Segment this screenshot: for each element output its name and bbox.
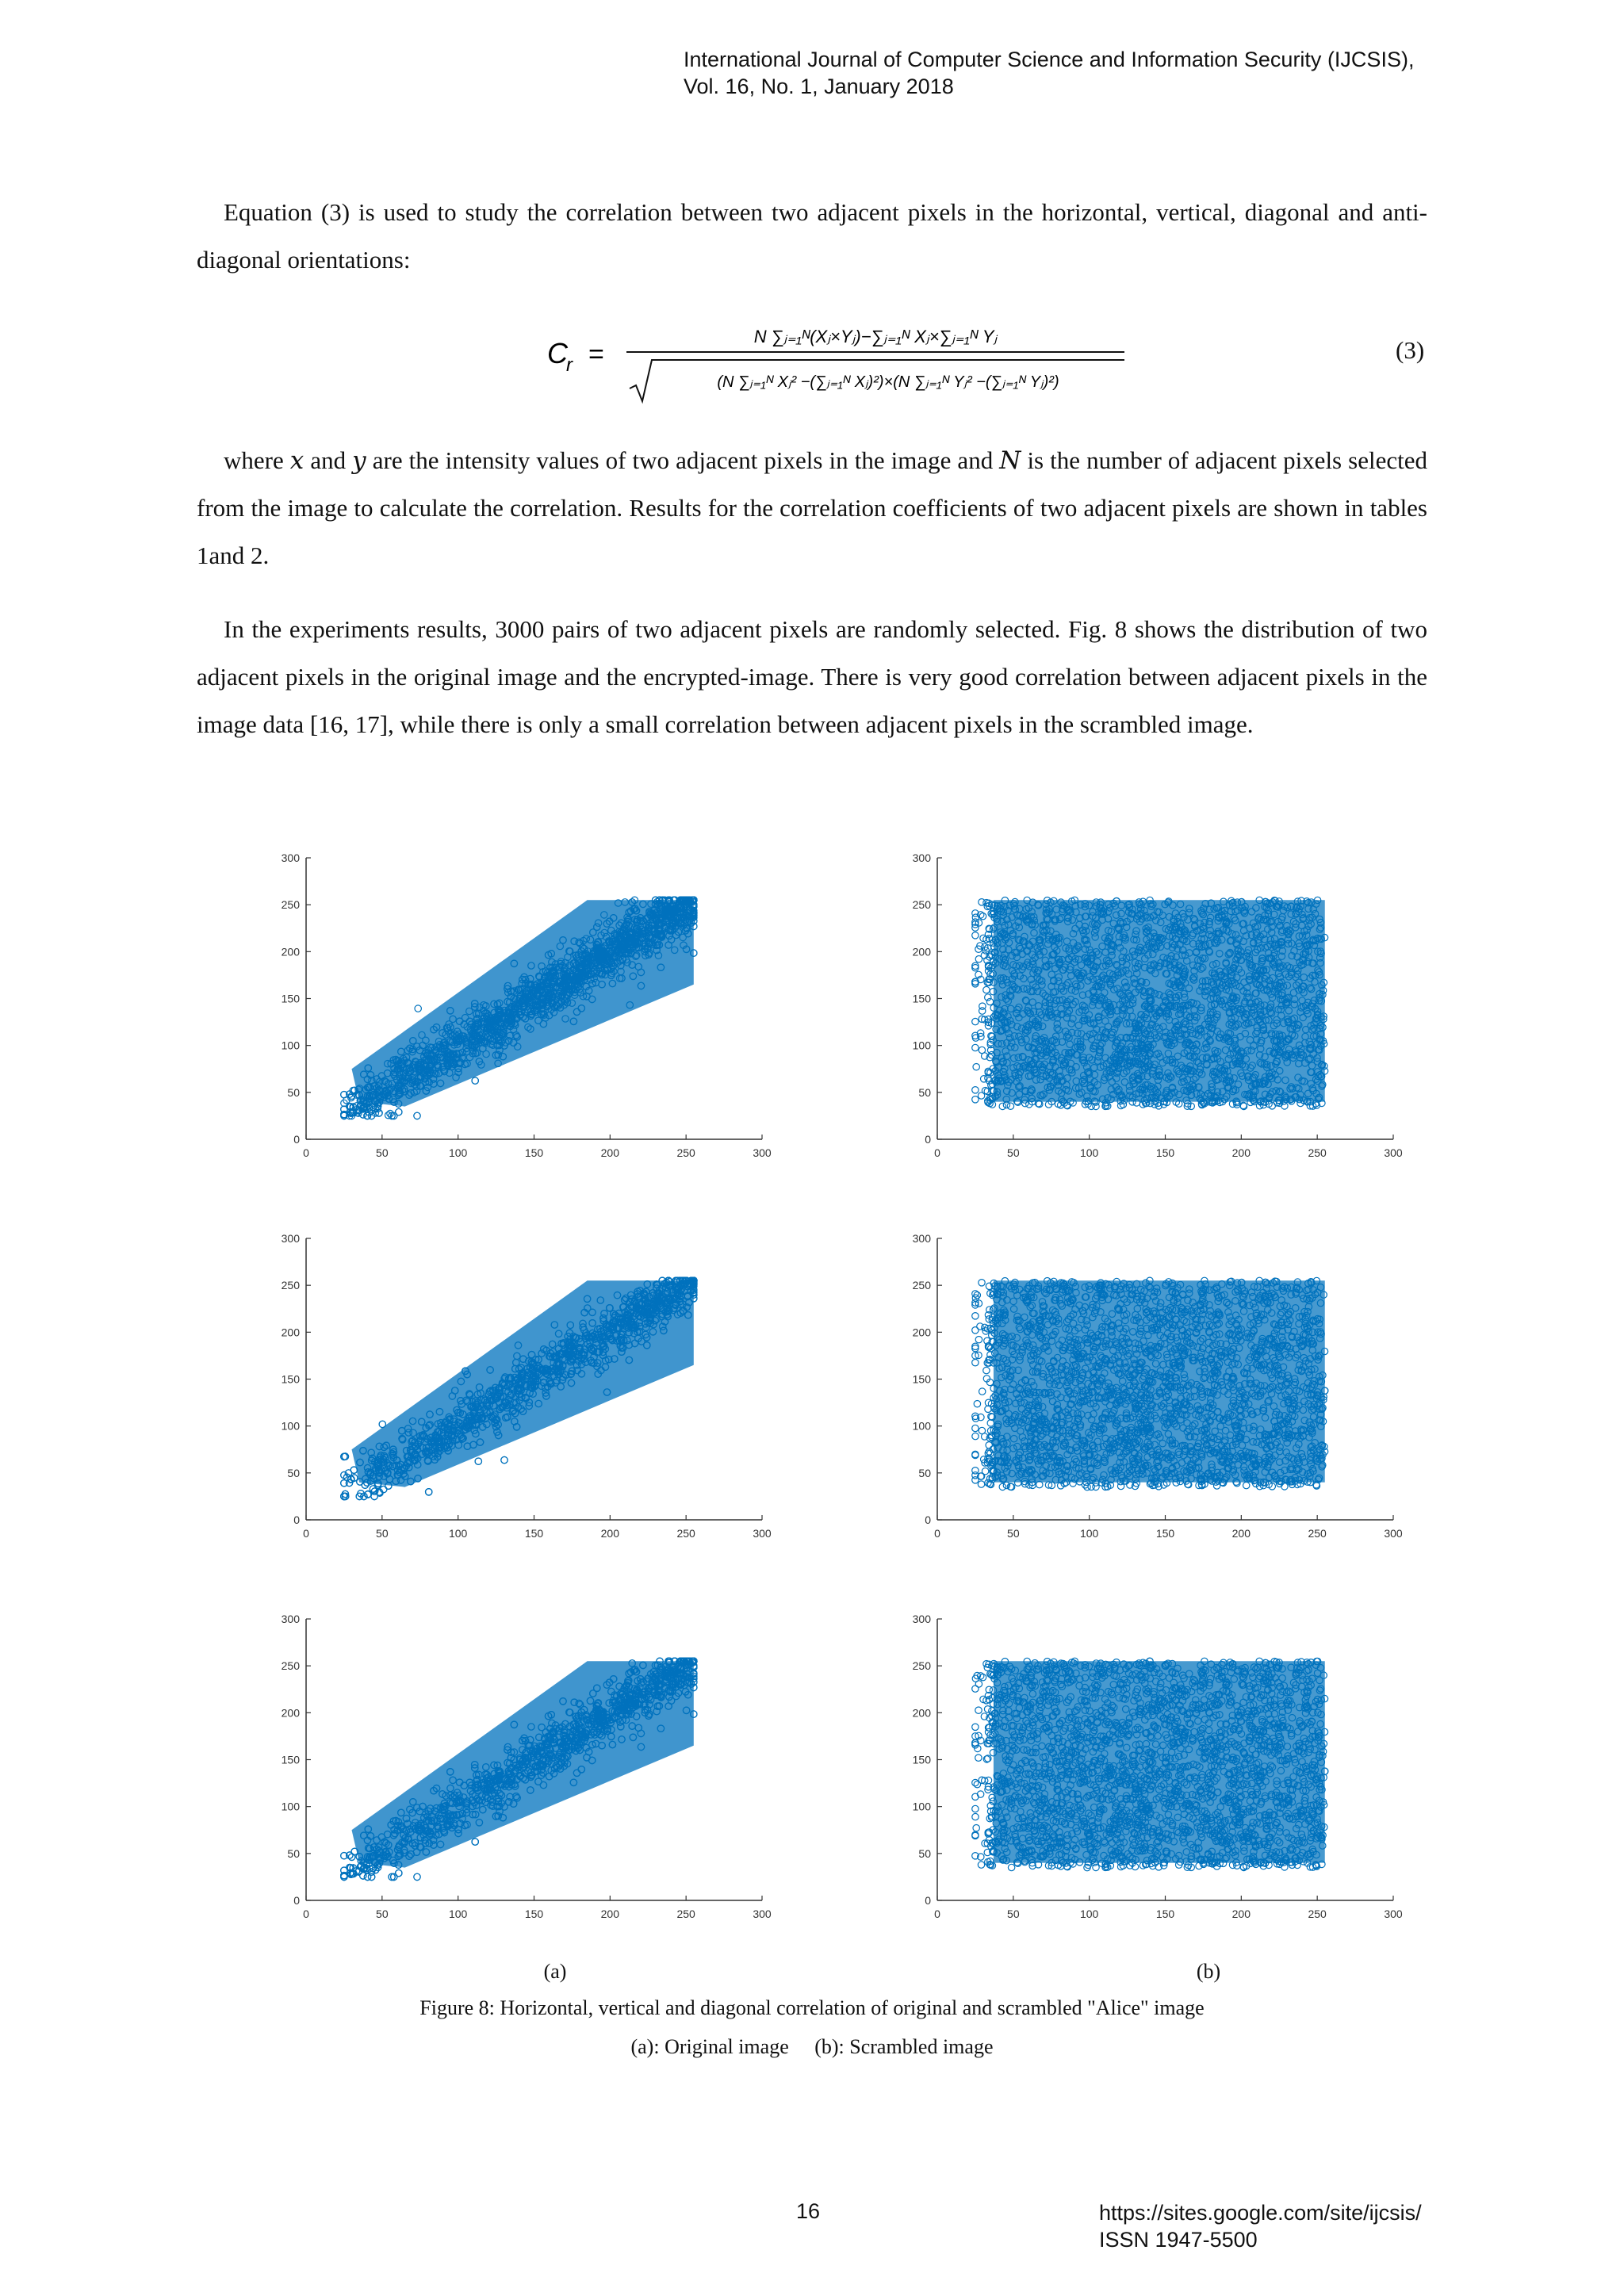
scatter-point [414, 1112, 420, 1119]
y-tick-label: 200 [281, 945, 300, 959]
scatter-point [972, 1087, 979, 1093]
scatter-point [972, 1044, 979, 1050]
scatter-point [973, 1064, 979, 1070]
scatter-points [341, 897, 697, 1119]
x-tick-label: 150 [524, 1146, 544, 1159]
y-tick-label: 250 [281, 898, 300, 912]
paragraph-equation-intro: Equation (3) is used to study the correlation between two adjacent pixels in the horizontal, vertical, diagonal and anti-diagonal orientations: [197, 198, 1427, 274]
paragraph-variable-definitions [197, 437, 1427, 580]
scatter-point [972, 1018, 979, 1024]
scatter-point [396, 1108, 402, 1115]
journal-header-line2: Vol. 16, No. 1, January 2018 [684, 75, 954, 98]
scatter-point [983, 986, 990, 993]
text-fragment: and [304, 446, 353, 474]
scatter-point [1007, 1103, 1013, 1109]
scatter-point [979, 1008, 986, 1014]
scatter-panel-original-horizontal [282, 851, 772, 1159]
text-fragment: where [224, 446, 290, 474]
text-fragment: are the intensity values of two adjacent pixels in the image and [366, 446, 1000, 474]
scatter-point [999, 1103, 1005, 1109]
scatter-point [979, 913, 986, 920]
math-N: N [999, 446, 1021, 475]
scatter-points [972, 897, 1328, 1109]
scatter-point [972, 1096, 979, 1103]
figure-8-scatter-grid [274, 842, 1416, 1944]
x-tick-label: 300 [753, 1146, 772, 1159]
y-tick-label: 100 [281, 1039, 300, 1052]
text-fragment: is the number of adjacent pixels selected from the image to calculate the correlation. Results for the correlation coefficients of two adjacent pixels are shown in tables 1and 2. [197, 446, 1428, 569]
equation-number: (3) [1396, 336, 1425, 364]
y-tick-label: 50 [287, 1085, 300, 1099]
scatter-point [975, 956, 982, 962]
scatter-point [979, 899, 985, 905]
scatter-point [415, 1005, 421, 1012]
equation-equals: = [588, 339, 604, 369]
math-y: y [352, 446, 366, 475]
x-tick-label: 100 [448, 1146, 468, 1159]
scatter-point [972, 932, 979, 939]
scatter-point [978, 1093, 984, 1099]
x-tick-label: 0 [303, 1146, 309, 1159]
equation-numerator: N ∑ⱼ₌₁ᴺ(Xⱼ×Yⱼ)−∑ⱼ₌₁ᴺ Xⱼ×∑ⱼ₌₁ᴺ Yⱼ [753, 327, 998, 346]
math-x: x [289, 446, 304, 475]
journal-header [684, 46, 1414, 100]
y-tick-label: 150 [281, 992, 300, 1005]
journal-header-line1: International Journal of Computer Science and Information Security (IJCSIS), [684, 48, 1415, 71]
equation-denominator: (N ∑ⱼ₌₁ᴺ Xⱼ² −(∑ⱼ₌₁ᴺ Xⱼ)²)×(N ∑ⱼ₌₁ᴺ Yⱼ² −(∑ⱼ₌₁ᴺ Yⱼ)²) [717, 373, 1059, 391]
x-tick-label: 250 [676, 1146, 695, 1159]
paragraph-experiment-results: In the experiments results, 3000 pairs of two adjacent pixels are randomly selected. Fig. 8 shows the distribution of two adjacent pixels in the original image and the encrypted-image. There is very good correlation between adjacent pixels in the image data [16, 17], while there is only a small correlation between adjacent pixels in the scrambled image. [197, 615, 1427, 738]
scatter-point [472, 1077, 478, 1084]
y-tick-label: 0 [293, 1133, 300, 1146]
equation-lhs: C [547, 337, 568, 369]
scatter-density [352, 900, 694, 1106]
x-tick-label: 50 [376, 1146, 389, 1159]
y-tick-label: 300 [281, 851, 300, 864]
correlation-equation [547, 311, 1427, 406]
scatter-panel-scrambled-horizontal [913, 851, 1403, 1159]
equation-lhs-subscript: r [566, 354, 573, 376]
x-tick-label: 200 [600, 1146, 620, 1159]
